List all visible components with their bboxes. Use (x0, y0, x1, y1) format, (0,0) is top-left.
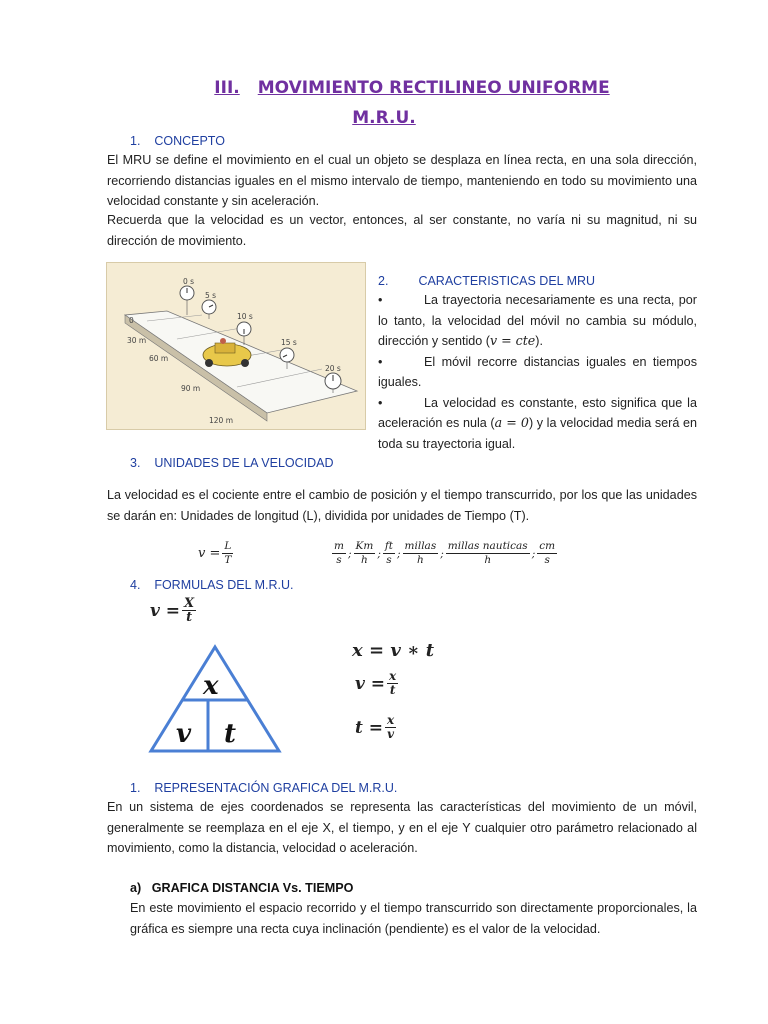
mru-car-illustration (106, 262, 366, 430)
fraction-denominator: t (389, 683, 396, 697)
triangle-x: x (203, 671, 219, 701)
time-label: 15 s (281, 338, 297, 347)
unit-fraction (446, 540, 530, 567)
distance-label: 30 m (127, 336, 147, 345)
list-item (378, 352, 697, 393)
time-label: 20 s (325, 364, 341, 373)
concepto-heading: 1. CONCEPTO (130, 134, 225, 148)
units-list (330, 540, 559, 567)
unit-separator: ; (347, 547, 352, 560)
fraction-numerator: X (184, 596, 195, 611)
unit-denominator: s (544, 554, 550, 566)
x-over-v-fraction (385, 714, 396, 741)
formulas-heading: 4. FORMULAS DEL M.R.U. (130, 578, 294, 592)
unit-fraction (354, 540, 376, 567)
road-drawing (107, 263, 365, 429)
distance-label: 60 m (149, 354, 169, 363)
triangle-v: v (176, 719, 192, 749)
fraction-numerator: x (387, 713, 395, 727)
x-over-t-fraction (182, 597, 196, 624)
unit-separator: ; (531, 547, 536, 560)
caracteristicas-heading (378, 274, 595, 288)
bullet: • (378, 395, 383, 410)
main-formula (150, 597, 198, 624)
bullet-3-text-b: ) y la velocidad media será en toda su trayectoria igual. (378, 416, 697, 451)
grafica-paragraph: En este movimiento el espacio recorrido y el tiempo transcurrido son directamente proporcionales, la gráfica es siempre una recta cuya inclinación (pendiente) es el valor de la velocidad. (130, 901, 697, 936)
formula-v (355, 670, 400, 697)
triangle-t: t (224, 719, 237, 749)
unit-fraction (383, 540, 395, 567)
representacion-paragraph: En un sistema de ejes coordenados se representa las características del movimiento de un móvil, generalmente se reemplaza en el eje X, el tiempo, y en el eje Y cualquier otro parámetro relacionado al movimiento, como la distancia, velocidad o aceleración. (107, 800, 697, 855)
unit-denominator: h (361, 554, 368, 566)
concepto-paragraph-2: Recuerda que la velocidad es un vector, entonces, al ser constante, no varía ni su magnitud, ni su dirección de movimiento. (107, 213, 697, 248)
concepto-paragraph-1: El MRU se define el movimiento en el cual un objeto se desplaza en línea recta, en una sola dirección, recorriendo distancias iguales en el mismo intervalo de tiempo, manteniendo en todo su movimiento una velocidad constante y sin aceleración. (107, 153, 697, 208)
unit-denominator: h (484, 554, 492, 566)
formula-t-lhs: t = (355, 717, 384, 738)
caracteristicas-heading-text: CARACTERISTICAS DEL MRU (418, 274, 596, 288)
velocity-equation (198, 540, 235, 567)
bullet-3-text-a: La velocidad es constante, esto significa que la aceleración es nula ( (378, 395, 697, 430)
bullet: • (378, 293, 383, 307)
time-label: 0 s (183, 277, 195, 286)
unit-numerator: millas nauticas (447, 540, 528, 552)
fraction-numerator: x (389, 669, 397, 683)
title-text: MOVIMIENTO RECTILINEO UNIFORME (257, 78, 610, 98)
formula-triangle (148, 644, 282, 754)
unidades-paragraph: La velocidad es el cociente entre el cambio de posición y el tiempo transcurrido, por los que las unidades se darán en: Unidades de longitud (L), dividida por unidades de Tiempo (T). (107, 488, 697, 523)
v-equals: v = (198, 546, 221, 561)
representacion-heading: 1. REPRESENTACIÓN GRAFICA DEL M.R.U. (130, 781, 398, 795)
formula-x: x = v ∗ t (352, 640, 435, 661)
unit-fraction (403, 540, 439, 567)
time-label: 5 s (205, 291, 217, 300)
distance-label: 120 m (209, 416, 234, 425)
fraction-denominator: T (224, 554, 232, 566)
unit-numerator: ft (384, 540, 393, 552)
bullet-2-text: El móvil recorre distancias iguales en tiempos iguales. (378, 354, 697, 389)
grafica-subheading: a) GRAFICA DISTANCIA Vs. TIEMPO (130, 881, 354, 895)
title-line-1 (28, 78, 768, 98)
unit-denominator: s (336, 554, 342, 566)
caracteristicas-heading-num: 2. (378, 274, 389, 288)
unit-fraction (537, 540, 557, 567)
formula-v-lhs: v = (355, 673, 386, 694)
bullet-1-text-a: La trayectoria necesariamente es una recta, por lo tanto, la velocidad del móvil no cambia su módulo, dirección y sentido ( (378, 293, 697, 348)
fraction-denominator: v (387, 727, 395, 741)
unit-separator: ; (377, 547, 381, 560)
unit-numerator: cm (539, 540, 556, 552)
bullet: • (378, 354, 383, 369)
bullet-1-text-b: ). (535, 334, 543, 348)
unit-denominator: h (416, 554, 424, 566)
time-label: 10 s (237, 312, 253, 321)
formula-t (355, 714, 398, 741)
caracteristicas-list (378, 290, 697, 454)
unit-numerator: millas (404, 540, 437, 552)
unidades-heading: 3. UNIDADES DE LA VELOCIDAD (130, 456, 334, 470)
unit-separator: ; (440, 547, 444, 560)
unit-separator: ; (396, 547, 401, 560)
fraction-denominator: t (186, 610, 193, 625)
title-numeral: III. (214, 78, 240, 98)
unit-numerator: m (334, 540, 344, 552)
fraction-numerator: L (224, 540, 232, 552)
distance-label: 90 m (181, 384, 201, 393)
bullet-3-math: a = 0 (494, 415, 529, 430)
list-item (378, 393, 697, 455)
bullet-1-math: v = cte (490, 333, 536, 348)
distance-label: 0 (129, 316, 134, 325)
x-over-t-fraction (387, 670, 398, 697)
unit-numerator: Km (355, 540, 374, 552)
list-item (378, 290, 697, 352)
main-formula-lhs: v = (150, 600, 181, 621)
unit-fraction (332, 540, 346, 567)
unit-denominator: s (386, 554, 392, 566)
l-over-t-fraction (222, 540, 233, 567)
title-line-2: M.R.U. (352, 108, 416, 128)
